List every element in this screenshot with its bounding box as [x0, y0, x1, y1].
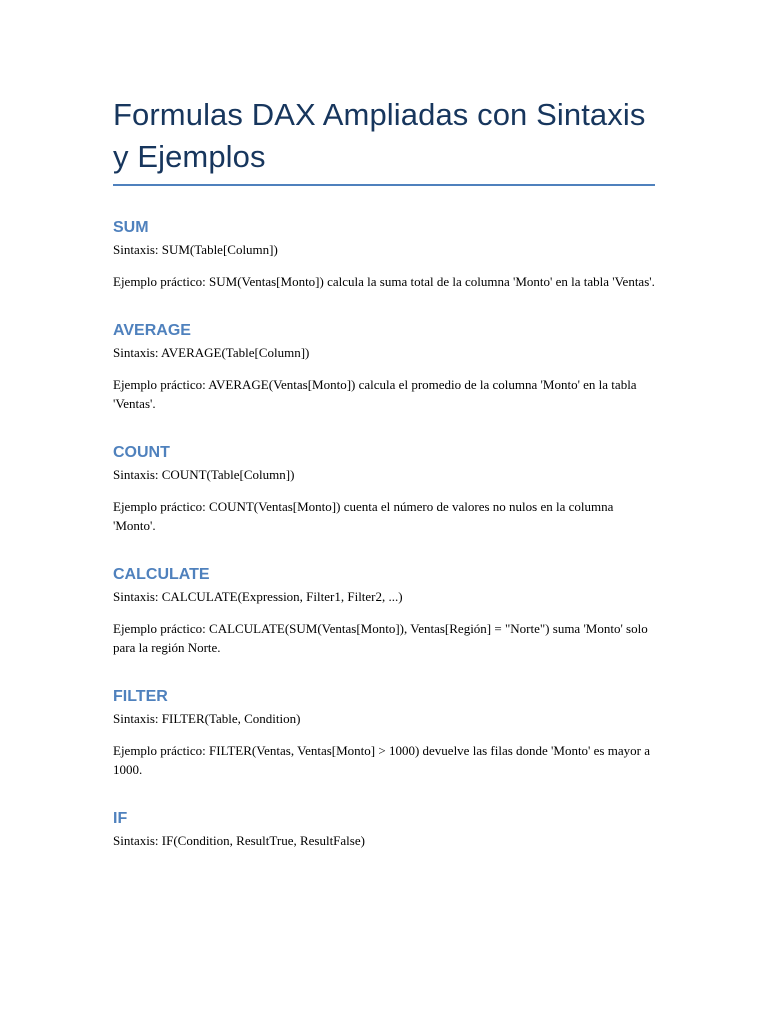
syntax-text: Sintaxis: AVERAGE(Table[Column]) [113, 345, 310, 360]
syntax-text: Sintaxis: FILTER(Table, Condition) [113, 711, 301, 726]
section-heading: COUNT [113, 444, 170, 461]
syntax-text: Sintaxis: CALCULATE(Expression, Filter1, Filter2, ...) [113, 589, 403, 604]
example-text: Ejemplo práctico: SUM(Ventas[Monto]) calcula la suma total de la columna 'Monto' en la tabla 'Ventas'. [113, 274, 655, 289]
section-heading: IF [113, 810, 128, 827]
example-text: Ejemplo práctico: COUNT(Ventas[Monto]) cuenta el número de valores no nulos en la columna 'Monto'. [113, 499, 614, 533]
section-sum [113, 218, 655, 291]
section-heading: AVERAGE [113, 322, 191, 339]
syntax-text: Sintaxis: COUNT(Table[Column]) [113, 467, 295, 482]
section-heading: FILTER [113, 688, 168, 705]
section-filter [113, 687, 655, 779]
document-page [113, 0, 655, 850]
example-text: Ejemplo práctico: CALCULATE(SUM(Ventas[Monto]), Ventas[Región] = "Norte") suma 'Monto' solo para la región Norte. [113, 621, 648, 655]
section-if [113, 809, 655, 850]
section-average [113, 321, 655, 413]
title-underline-divider [113, 184, 655, 186]
example-text: Ejemplo práctico: AVERAGE(Ventas[Monto]) calcula el promedio de la columna 'Monto' en la tabla 'Ventas'. [113, 377, 637, 411]
section-heading: CALCULATE [113, 566, 210, 583]
section-count [113, 443, 655, 535]
example-text: Ejemplo práctico: FILTER(Ventas, Ventas[Monto] > 1000) devuelve las filas donde 'Monto' es mayor a 1000. [113, 743, 650, 777]
syntax-text: Sintaxis: IF(Condition, ResultTrue, ResultFalse) [113, 833, 365, 848]
section-heading: SUM [113, 219, 149, 236]
syntax-text: Sintaxis: SUM(Table[Column]) [113, 242, 278, 257]
section-calculate [113, 565, 655, 657]
document-title: Formulas DAX Ampliadas con Sintaxis y Ejemplos [113, 97, 646, 174]
